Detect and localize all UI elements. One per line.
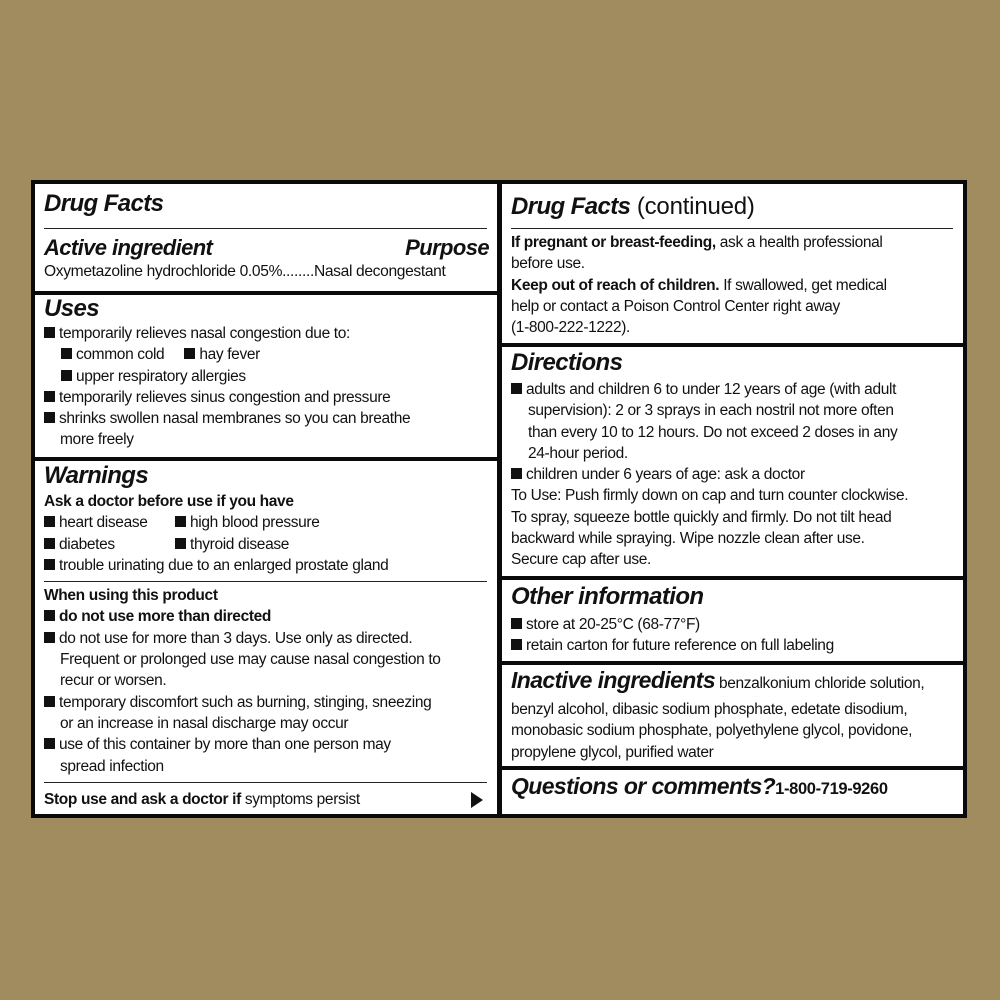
when-using-item-continuation: spread infection [60, 757, 164, 775]
pregnancy-warning-continuation: before use. [511, 255, 585, 273]
uses-sub-item: upper respiratory allergies [44, 366, 487, 387]
warnings-title: Warnings [44, 462, 149, 489]
bullet-icon [61, 348, 72, 359]
bullet-icon [44, 738, 55, 749]
directions-instruction: To spray, squeeze bottle quickly and firmly. Do not tilt head [511, 508, 892, 526]
bullet-icon [44, 610, 55, 621]
right-triangle-arrow-icon [471, 792, 483, 808]
conditions-row [44, 512, 487, 533]
inactive-ingredients-title: Inactive ingredients [511, 667, 716, 693]
when-using-heading: When using this product [44, 587, 218, 605]
directions-item-continuation: 24-hour period. [528, 444, 628, 462]
when-using-item: use of this container by more than one person may [44, 734, 487, 755]
children-warning-continuation: help or contact a Poison Control Center right away [511, 297, 840, 315]
other-information-section [502, 580, 963, 661]
questions-section [502, 770, 963, 814]
bullet-icon [511, 618, 522, 629]
questions-row [511, 770, 953, 810]
bullet-icon [44, 391, 55, 402]
other-info-item: store at 20-25°C (68-77°F) [511, 614, 953, 635]
directions-item-continuation: supervision): 2 or 3 sprays in each nostril not more often [528, 402, 894, 420]
directions-title: Directions [511, 349, 623, 376]
children-warning: Keep out of reach of children. If swallowed, get medical [511, 276, 887, 294]
poison-control-phone: (1-800-222-1222). [511, 319, 630, 337]
bullet-icon [44, 538, 55, 549]
inactive-ingredients-text: benzyl alcohol, dibasic sodium phosphate, edetate disodium, [511, 701, 908, 718]
bullet-icon [511, 383, 522, 394]
inactive-ingredients-text: monobasic sodium phosphate, polyethylene glycol, povidone, [511, 722, 913, 740]
bullet-icon [44, 327, 55, 338]
when-using-item: do not use for more than 3 days. Use only as directed. [44, 628, 487, 649]
condition-item: thyroid disease [190, 535, 290, 553]
bullet-icon [44, 559, 55, 570]
inactive-ingredients-section [502, 665, 963, 766]
uses-item: temporarily relieves sinus congestion and pressure [44, 387, 487, 408]
warnings-divider [44, 581, 487, 582]
bullet-icon [44, 632, 55, 643]
pregnancy-warning: If pregnant or breast-feeding, ask a health professional [511, 234, 883, 251]
directions-instruction: backward while spraying. Wipe nozzle clean after use. [511, 530, 865, 548]
directions-item-continuation: than every 10 to 12 hours. Do not exceed 2 doses in any [528, 423, 898, 441]
bullet-icon [175, 538, 186, 549]
bullet-icon [511, 468, 522, 479]
active-ingredient-line: Oxymetazoline hydrochloride 0.05%........Nasal decongestant [44, 263, 446, 280]
title-divider [511, 228, 953, 229]
ask-doctor-heading: Ask a doctor before use if you have [44, 493, 294, 510]
uses-sub-item: common cold [76, 346, 165, 364]
active-ingredient-label: Active ingredient [44, 235, 213, 260]
condition-item: diabetes [59, 535, 115, 553]
questions-title: Questions or comments? [511, 773, 776, 799]
uses-item-continuation: more freely [60, 431, 134, 449]
drug-facts-panel [31, 180, 967, 818]
inactive-ingredients-first-line [511, 665, 953, 699]
uses-item: temporarily relieves nasal congestion due to: [44, 323, 487, 344]
directions-instruction: To Use: Push firmly down on cap and turn counter clockwise. [511, 487, 909, 505]
stop-use-row [44, 789, 487, 810]
directions-item: children under 6 years of age: ask a doctor [511, 464, 953, 485]
when-using-item: temporary discomfort such as burning, stinging, sneezing [44, 692, 487, 713]
warnings-section [35, 461, 497, 814]
continued-section [502, 188, 963, 343]
continued-title [511, 188, 953, 226]
directions-item: adults and children 6 to under 12 years of age (with adult [511, 379, 953, 400]
right-column [502, 184, 963, 814]
drug-facts-title: Drug Facts [44, 190, 164, 217]
bullet-icon [184, 348, 195, 359]
condition-item: heart disease [59, 514, 148, 532]
inactive-ingredients-text: propylene glycol, purified water [511, 743, 714, 761]
uses-sub-item: hay fever [199, 346, 260, 364]
stop-use-bold: Stop use and ask a doctor if [44, 790, 241, 808]
when-using-item: do not use more than directed [44, 606, 487, 627]
bullet-icon [175, 516, 186, 527]
conditions-row [44, 534, 487, 555]
directions-section [502, 347, 963, 576]
bullet-icon [61, 370, 72, 381]
uses-title: Uses [44, 295, 99, 322]
questions-phone: 1-800-719-9260 [775, 780, 888, 798]
condition-item: high blood pressure [190, 514, 320, 532]
when-using-item-continuation: Frequent or prolonged use may cause nasal congestion to [60, 651, 441, 669]
bullet-icon [511, 639, 522, 650]
left-column [35, 184, 497, 814]
continued-suffix: (continued) [630, 193, 755, 220]
directions-instruction: Secure cap after use. [511, 551, 651, 569]
drug-facts-title: Drug Facts [511, 193, 631, 220]
active-ingredient-header-row [44, 233, 487, 261]
bullet-icon [44, 412, 55, 423]
bullet-icon [44, 516, 55, 527]
other-info-item: retain carton for future reference on full labeling [511, 635, 953, 656]
purpose-label: Purpose [405, 235, 489, 260]
warnings-divider [44, 782, 487, 783]
condition-item: trouble urinating due to an enlarged prostate gland [44, 555, 487, 576]
bullet-icon [44, 696, 55, 707]
when-using-item-continuation: or an increase in nasal discharge may occur [60, 714, 349, 732]
uses-item: shrinks swollen nasal membranes so you can breathe [44, 408, 487, 429]
drug-facts-header-section [35, 188, 497, 291]
inactive-ingredients-text: benzalkonium chloride solution, [715, 675, 925, 692]
stop-use-text: symptoms persist [240, 790, 360, 808]
uses-section [35, 295, 497, 457]
uses-sub-items-row [44, 344, 487, 365]
title-divider [44, 228, 487, 229]
when-using-item-continuation: recur or worsen. [60, 672, 167, 690]
other-information-title: Other information [511, 583, 704, 610]
